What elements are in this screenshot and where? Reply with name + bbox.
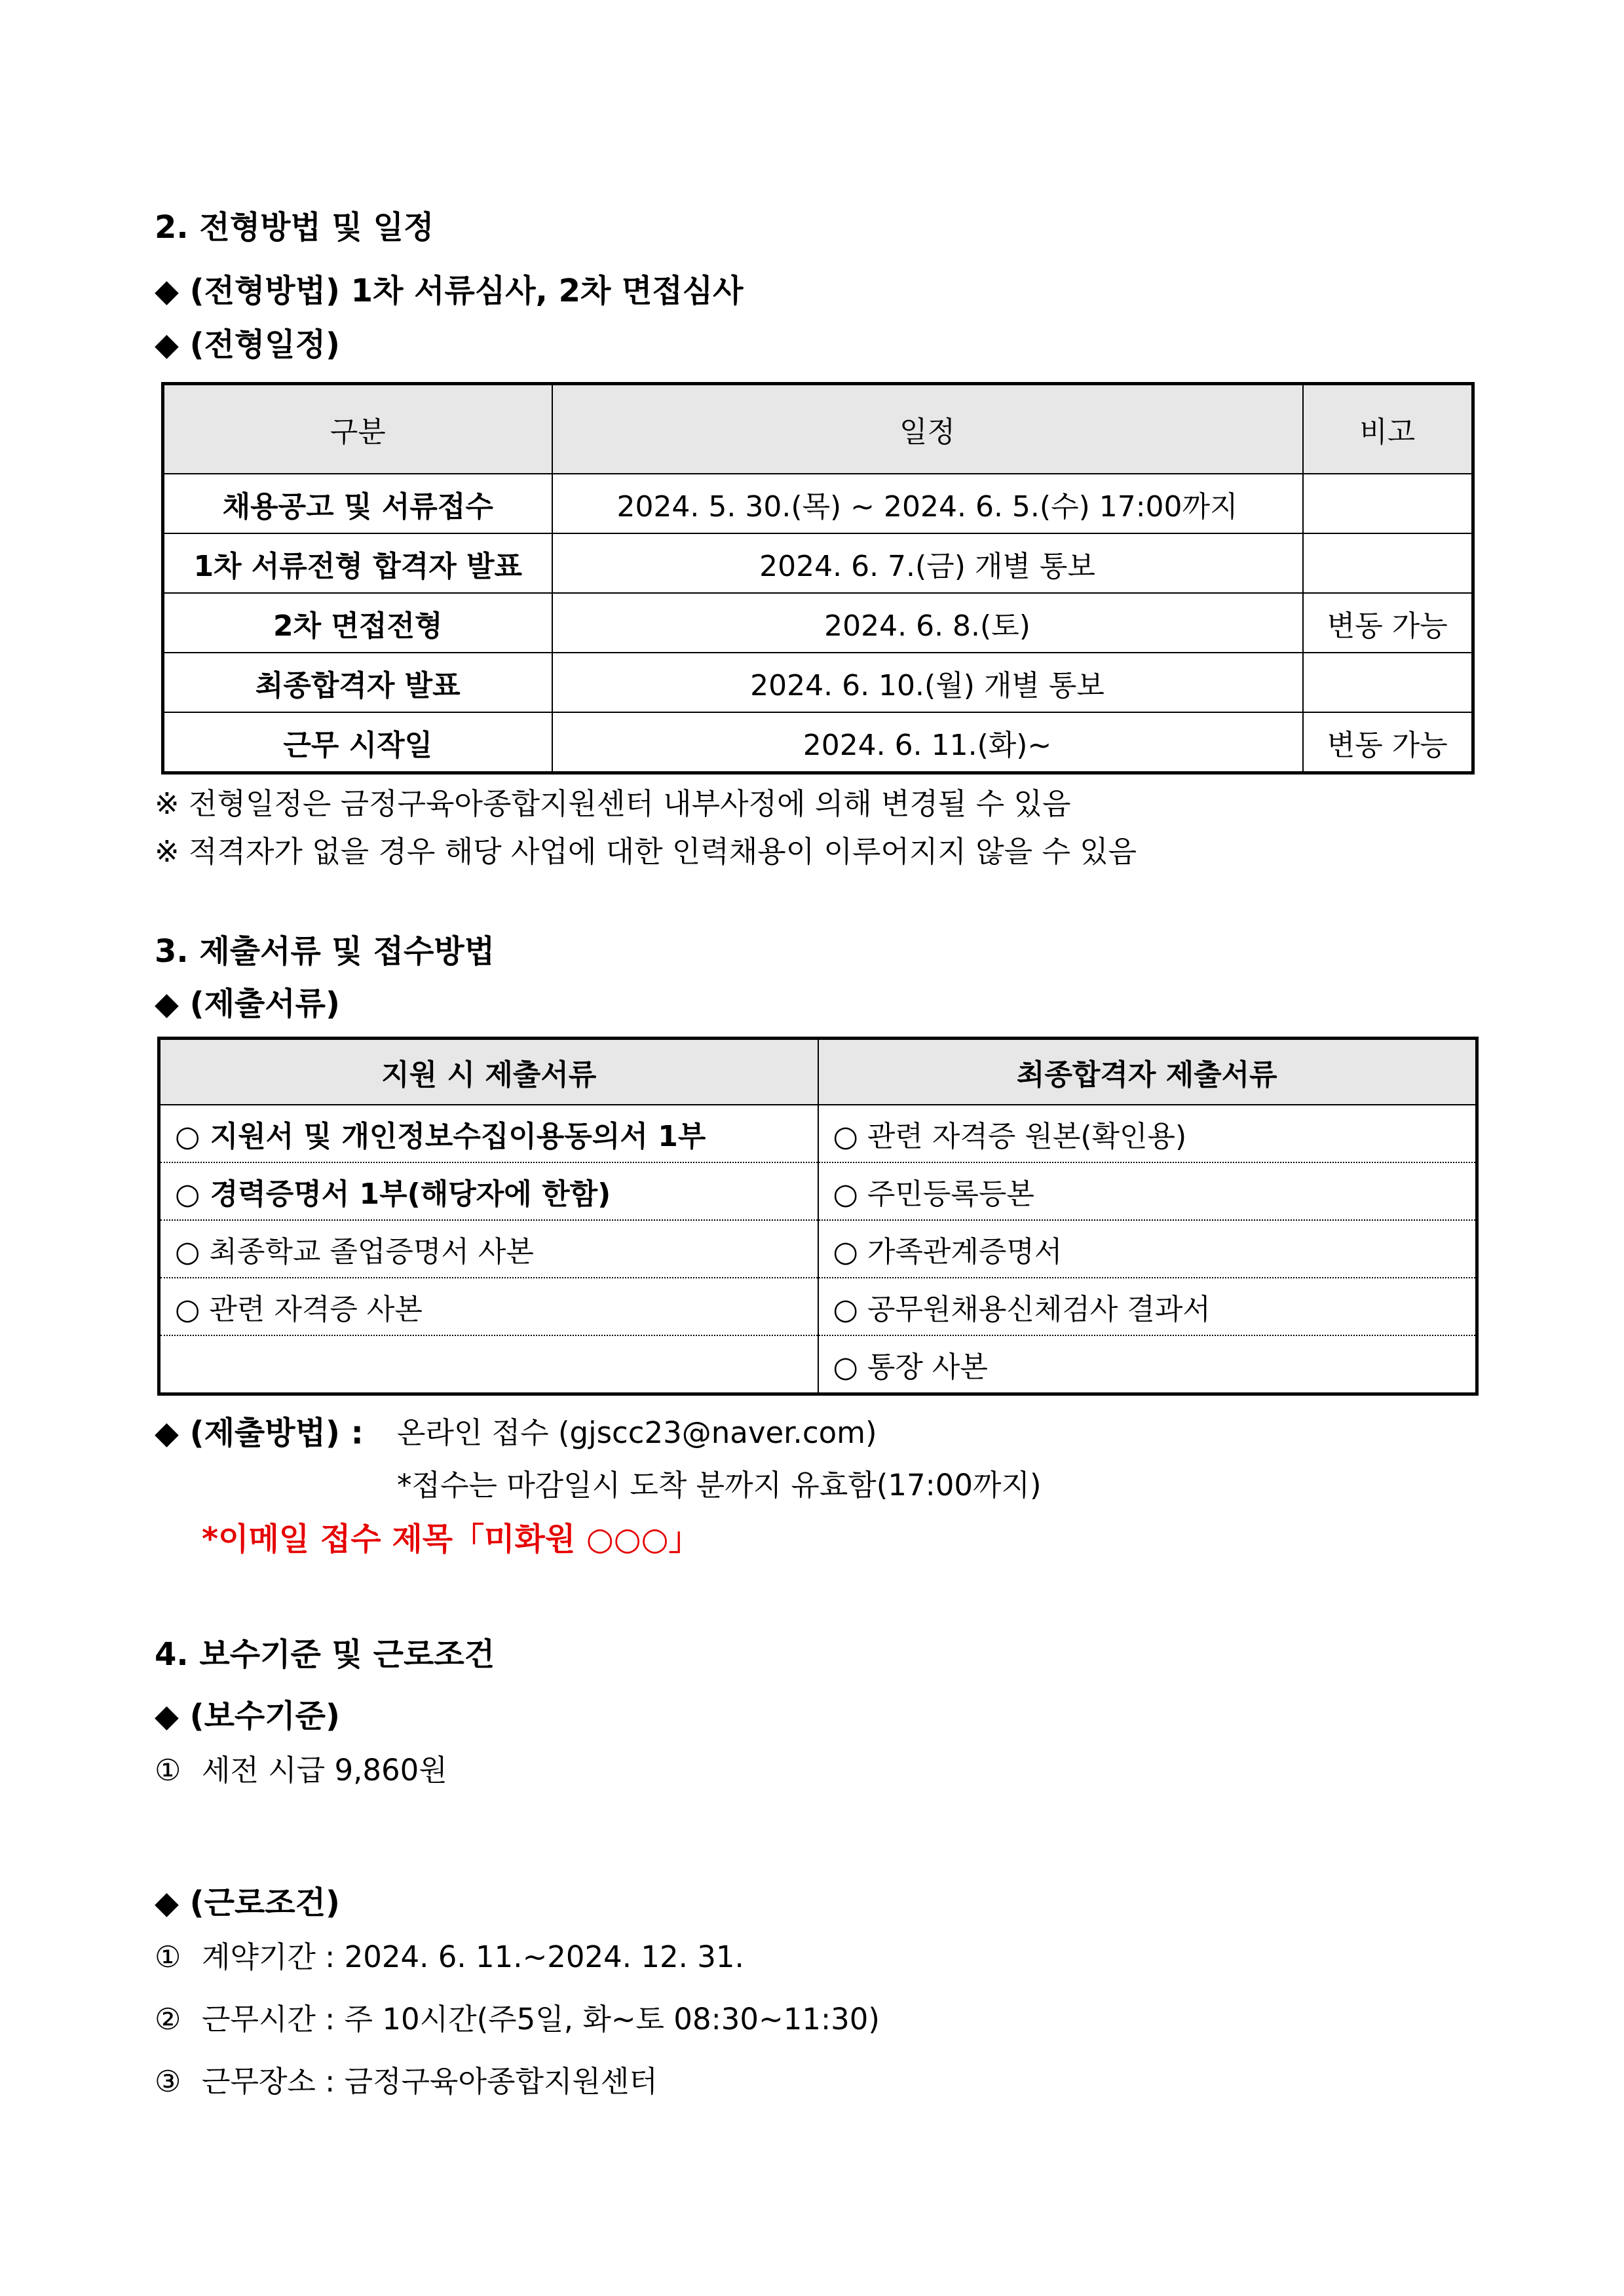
table-row	[163, 533, 1473, 593]
submission-method-value: 온라인 접수 (gjscc23@naver.com)	[397, 1415, 877, 1450]
section2-title: 2. 전형방법 및 일정	[155, 209, 434, 246]
item-number: ①	[155, 1753, 181, 1788]
schedule-label: 1차 서류전형 합격자 발표	[163, 533, 552, 593]
pay-item	[155, 1746, 447, 1789]
table-row	[163, 712, 1473, 773]
schedule-date: 2024. 6. 8.(토)	[552, 593, 1303, 653]
email-subject-note: *이메일 접수 제목「미화원 ○○○」	[202, 1521, 700, 1558]
documents-header-applicant: 지원 시 제출서류	[159, 1039, 818, 1105]
schedule-date: 2024. 6. 10.(월) 개별 통보	[552, 653, 1303, 712]
schedule-note	[1303, 533, 1473, 593]
schedule-label: 최종합격자 발표	[163, 653, 552, 712]
schedule-date: 2024. 5. 30.(목) ~ 2024. 6. 5.(수) 17:00까지	[552, 474, 1303, 533]
table-row	[163, 474, 1473, 533]
work-item	[155, 1933, 744, 1976]
item-text: 계약기간 : 2024. 6. 11.~2024. 12. 31.	[202, 1940, 744, 1974]
schedule-note	[1303, 653, 1473, 712]
schedule-label: 2차 면접전형	[163, 593, 552, 653]
schedule-header-row	[163, 384, 1473, 474]
schedule-note: 변동 가능	[1303, 593, 1473, 653]
final-doc: ○ 공무원채용신체검사 결과서	[818, 1278, 1477, 1335]
table-row	[159, 1335, 1477, 1394]
schedule-date: 2024. 6. 7.(금) 개별 통보	[552, 533, 1303, 593]
schedule-header-date: 일정	[552, 384, 1303, 474]
deadline-note: *접수는 마감일시 도착 분까지 유효함(17:00까지)	[397, 1468, 1042, 1502]
schedule-table	[161, 382, 1475, 775]
final-doc: ○ 관련 자격증 원본(확인용)	[818, 1105, 1477, 1162]
schedule-date: 2024. 6. 11.(화)~	[552, 712, 1303, 773]
item-text: 세전 시급 9,860원	[202, 1753, 447, 1788]
schedule-header-note: 비고	[1303, 384, 1473, 474]
applicant-doc: ○ 관련 자격증 사본	[159, 1278, 818, 1335]
docs-heading: ◆ (제출서류)	[155, 985, 340, 1022]
table-row	[159, 1220, 1477, 1278]
table-row	[159, 1278, 1477, 1335]
documents-header-row	[159, 1039, 1477, 1105]
work-item	[155, 2057, 658, 2100]
documents-table	[157, 1037, 1479, 1396]
selection-method: ◆ (전형방법) 1차 서류심사, 2차 면접심사	[155, 273, 744, 309]
schedule-label: 채용공고 및 서류접수	[163, 474, 552, 533]
submission-method-label: ◆ (제출방법) :	[155, 1415, 364, 1451]
item-number: ①	[155, 1940, 181, 1974]
final-doc: ○ 통장 사본	[833, 1350, 988, 1384]
schedule-header-category: 구분	[163, 384, 552, 474]
final-doc: ○ 주민등록등본	[818, 1162, 1477, 1220]
final-doc: ○ 가족관계증명서	[818, 1220, 1477, 1278]
schedule-note	[1303, 474, 1473, 533]
item-text: 근무장소 : 금정구육아종합지원센터	[202, 2064, 658, 2099]
applicant-doc	[159, 1335, 818, 1394]
table-row	[163, 653, 1473, 712]
pay-heading: ◆ (보수기준)	[155, 1698, 340, 1734]
section4-title: 4. 보수기준 및 근로조건	[155, 1636, 495, 1673]
table-row	[159, 1105, 1477, 1162]
schedule-note-1: ※ 전형일정은 금정구육아종합지원센터 내부사정에 의해 변경될 수 있음	[155, 786, 1071, 821]
schedule-note-2: ※ 적격자가 없을 경우 해당 사업에 대한 인력채용이 이루어지지 않을 수 있음	[155, 834, 1137, 869]
table-row	[163, 593, 1473, 653]
item-number: ③	[155, 2064, 181, 2099]
applicant-doc: ○ 지원서 및 개인정보수집이용동의서 1부	[159, 1105, 818, 1162]
section3-title: 3. 제출서류 및 접수방법	[155, 933, 495, 970]
work-item	[155, 1995, 880, 2038]
schedule-label: 근무 시작일	[163, 712, 552, 773]
item-number: ②	[155, 2002, 181, 2037]
documents-header-final: 최종합격자 제출서류	[818, 1039, 1477, 1105]
table-row	[159, 1162, 1477, 1220]
schedule-heading: ◆ (전형일정)	[155, 326, 340, 363]
applicant-doc: ○ 최종학교 졸업증명서 사본	[159, 1220, 818, 1278]
applicant-doc: ○ 경력증명서 1부(해당자에 한함)	[159, 1162, 818, 1220]
item-text: 근무시간 : 주 10시간(주5일, 화~토 08:30~11:30)	[202, 2002, 880, 2037]
work-heading: ◆ (근로조건)	[155, 1885, 340, 1921]
schedule-note: 변동 가능	[1303, 712, 1473, 773]
